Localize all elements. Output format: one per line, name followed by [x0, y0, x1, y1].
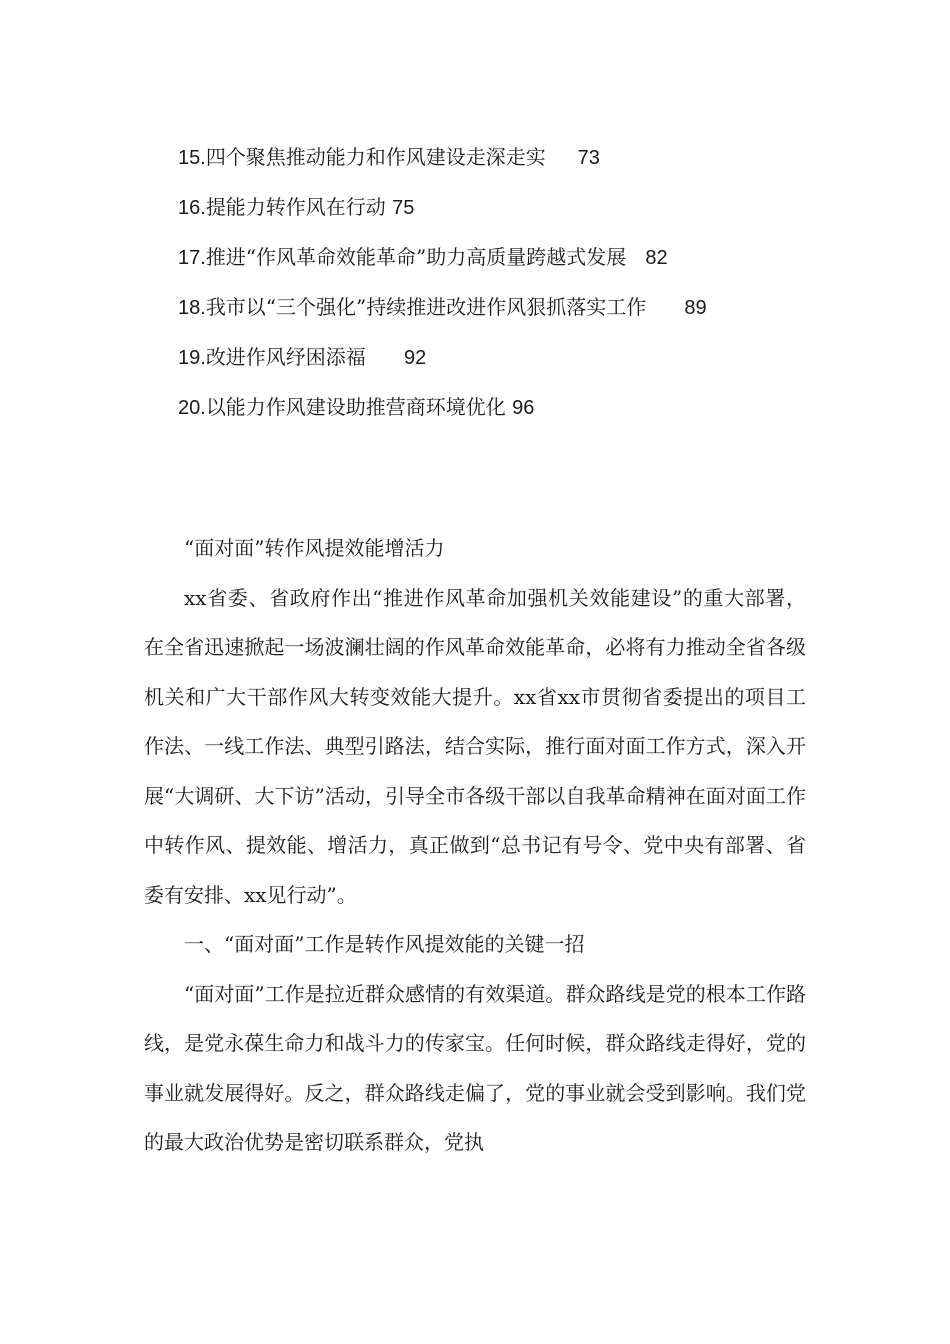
- toc-number: 20.: [178, 397, 206, 419]
- toc-page-number: 82: [645, 247, 668, 269]
- toc-title: 推进“作风革命效能革命”助力高质量跨越式发展: [205, 245, 627, 269]
- toc-title: 以能力作风建设助推营商环境优化: [205, 395, 506, 419]
- toc-number: 15.: [178, 147, 206, 169]
- toc-entry-20[interactable]: [178, 382, 818, 432]
- section-heading-1: 一、“面对面”工作是转作风提效能的关键一招: [184, 932, 585, 956]
- article-paragraph-intro: xx省委、省政府作出“推进作风革命加强机关效能建设”的重大部署，在全省迅速掀起一场波澜壮阔的作风革命效能革命，必将有力推动全省各级机关和广大干部作风大转变效能大提升。xx省xx市贯彻省委提出的项目工作法、一线工作法、典型引路法，结合实际，推行面对面工作方式，深入开展“大调研、大下访”活动，引导全市各级干部以自我革命精神在面对面工作中转作风、提效能、增活力，真正做到“总书记有号令、党中央有部署、省委有安排、xx见行动”。: [144, 585, 806, 907]
- toc-number: 19.: [178, 347, 206, 369]
- toc-title: 提能力转作风在行动: [205, 195, 386, 219]
- toc-entry-17[interactable]: [178, 232, 818, 282]
- toc-number: 18.: [178, 297, 206, 319]
- toc-number: 17.: [178, 247, 206, 269]
- toc-entry-15[interactable]: [178, 132, 818, 182]
- toc-gap: [626, 245, 645, 269]
- toc-title: 我市以“三个强化”持续推进改进作风狠抓落实工作: [205, 295, 647, 319]
- toc-page-number: 73: [577, 147, 600, 169]
- toc-gap: [546, 145, 578, 169]
- toc-page-number: 92: [403, 347, 427, 369]
- toc-entry-19[interactable]: [178, 332, 818, 382]
- toc-page-number: 75: [392, 197, 415, 219]
- article-body: [144, 524, 806, 1168]
- toc-gap: [366, 345, 404, 369]
- article-title: “面对面”转作风提效能增活力: [184, 536, 445, 560]
- toc-gap: [646, 295, 684, 319]
- toc-number: 16.: [178, 197, 206, 219]
- article-paragraph: “面对面”工作是拉近群众感情的有效渠道。群众路线是党的根本工作路线，是党永葆生命力和战斗力的传家宝。任何时候，群众路线走得好，党的事业就发展得好。反之，群众路线走偏了，党的事业就会受到影响。我们党的最大政治优势是密切联系群众，党执: [144, 981, 806, 1154]
- toc-entry-18[interactable]: [178, 282, 818, 332]
- toc-title: 四个聚焦推动能力和作风建设走深走实: [205, 145, 546, 169]
- toc-entry-16[interactable]: [178, 182, 818, 232]
- toc-page-number: 89: [684, 297, 707, 319]
- toc-page-number: 96: [512, 397, 535, 419]
- toc-title: 改进作风纾困添福: [205, 345, 366, 369]
- table-of-contents: [178, 132, 818, 432]
